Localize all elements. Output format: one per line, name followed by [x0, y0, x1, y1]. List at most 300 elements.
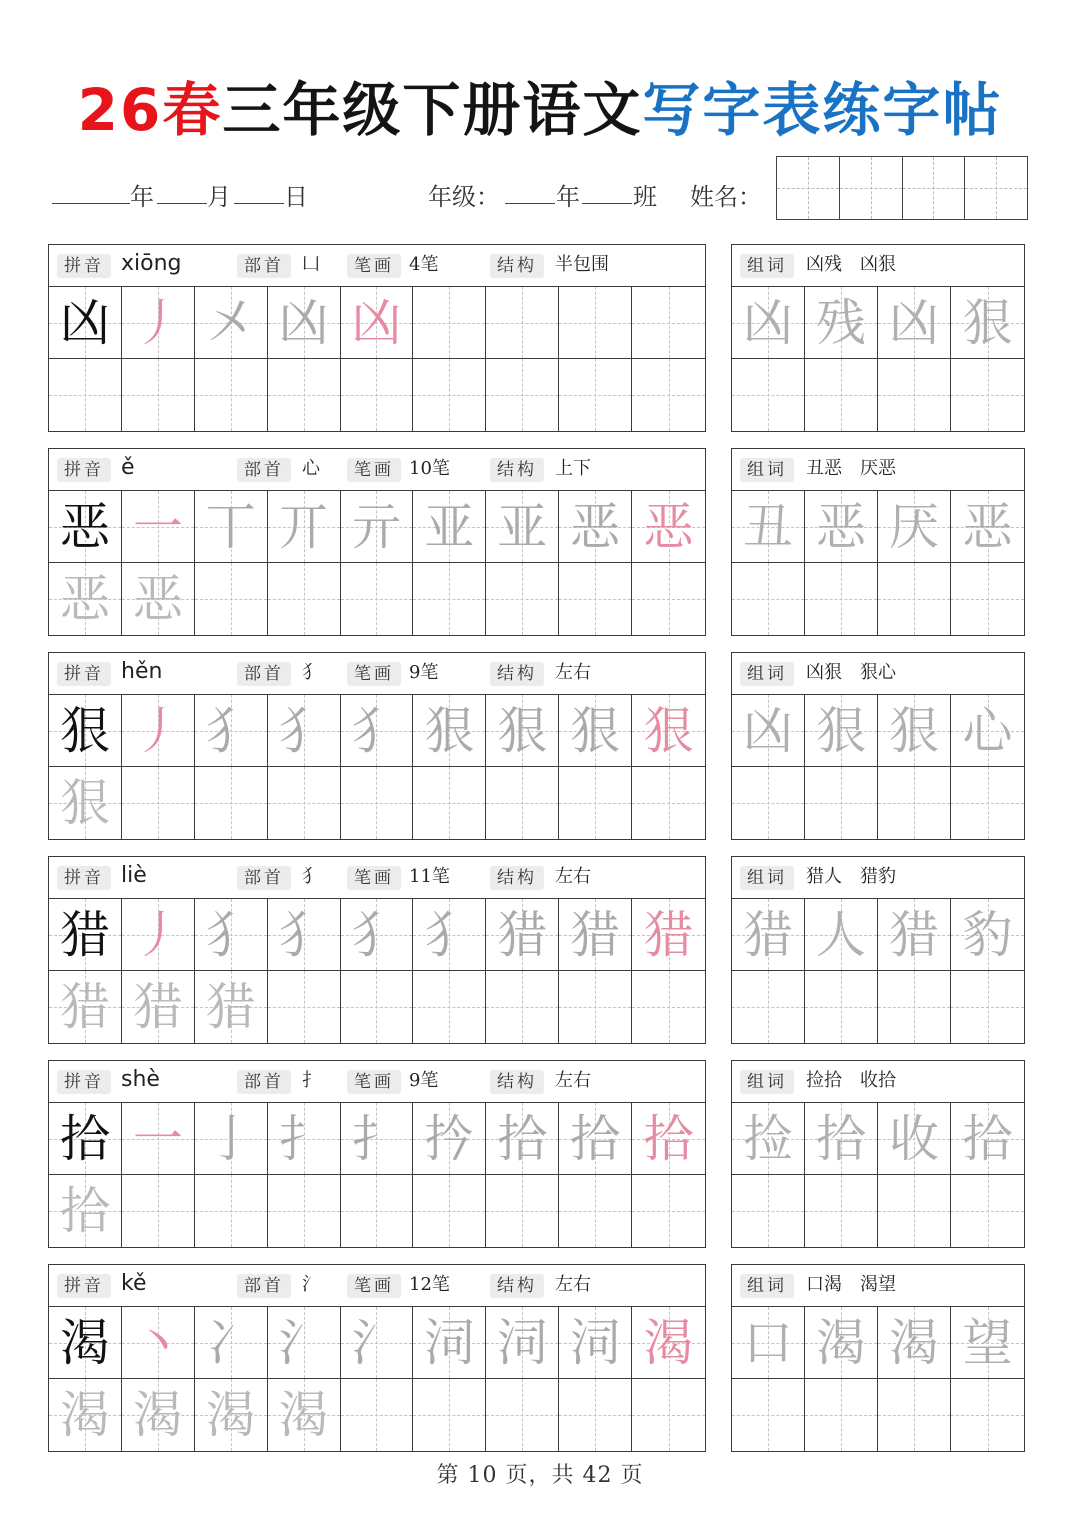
writing-cell[interactable] — [486, 287, 559, 359]
writing-cell[interactable] — [559, 1379, 632, 1451]
word-trace-character: 凶 — [743, 293, 793, 352]
writing-cell[interactable] — [341, 1307, 414, 1379]
writing-cell[interactable] — [122, 971, 195, 1043]
word-writing-cell[interactable] — [878, 695, 951, 767]
writing-cell[interactable] — [486, 491, 559, 563]
writing-cell[interactable] — [341, 491, 414, 563]
stroke-order-step: 凶 — [278, 293, 329, 352]
name-box[interactable] — [840, 157, 903, 219]
char-block — [48, 652, 706, 840]
char-info-bar — [49, 245, 705, 287]
writing-cell[interactable] — [559, 287, 632, 359]
word-writing-cell[interactable] — [951, 695, 1024, 767]
writing-cell[interactable] — [49, 491, 122, 563]
strokes-tag: 笔画 — [347, 254, 401, 278]
word-writing-cell[interactable] — [878, 359, 951, 431]
word-trace-character: 收 — [889, 1109, 939, 1168]
writing-cell[interactable] — [632, 899, 705, 971]
word-writing-cell[interactable] — [805, 287, 878, 359]
word-writing-cell[interactable] — [732, 563, 805, 635]
stroke-order-step: 一 — [132, 497, 183, 556]
writing-cell[interactable] — [413, 1175, 486, 1247]
writing-cell[interactable] — [268, 1379, 341, 1451]
writing-cell[interactable] — [559, 767, 632, 839]
writing-cell[interactable] — [486, 1175, 559, 1247]
char-block — [48, 856, 706, 1044]
writing-cell[interactable] — [486, 971, 559, 1043]
word-writing-cell[interactable] — [732, 1175, 805, 1247]
char-block — [48, 1264, 706, 1452]
word-writing-cell[interactable] — [878, 491, 951, 563]
model-character: 猎 — [59, 905, 110, 964]
writing-cell[interactable] — [341, 1175, 414, 1247]
stroke-order-step: 恶 — [570, 497, 621, 556]
structure-tag: 结构 — [490, 1274, 544, 1298]
writing-cell[interactable] — [341, 695, 414, 767]
words-value: 口渴 渴望 — [806, 1274, 896, 1295]
year-blank[interactable] — [52, 203, 130, 204]
writing-cell[interactable] — [268, 563, 341, 635]
writing-cell[interactable] — [413, 491, 486, 563]
trace-character: 渴 — [205, 1386, 256, 1444]
writing-cell[interactable] — [341, 1379, 414, 1451]
writing-cell[interactable] — [341, 287, 414, 359]
writing-cell[interactable] — [341, 899, 414, 971]
stroke-order-step: 扌 — [351, 1109, 402, 1168]
word-writing-cell[interactable] — [805, 1379, 878, 1451]
grade-year-label: 年 — [556, 183, 580, 211]
writing-cell[interactable] — [413, 1307, 486, 1379]
strokes-tag: 笔画 — [347, 1070, 401, 1094]
stroke-order-step: 泀 — [497, 1313, 548, 1372]
grade-label: 年级： — [428, 183, 500, 211]
word-writing-cell[interactable] — [732, 287, 805, 359]
word-block — [731, 856, 1025, 1044]
structure-value: 左右 — [555, 1070, 591, 1091]
writing-cell[interactable] — [49, 899, 122, 971]
page-title — [0, 72, 1080, 148]
word-trace-character: 拾 — [816, 1109, 866, 1168]
pinyin-value: ě — [121, 455, 135, 480]
writing-cell[interactable] — [341, 1103, 414, 1175]
writing-cell[interactable] — [49, 359, 122, 431]
pinyin-tag: 拼音 — [57, 866, 111, 890]
writing-cell[interactable] — [559, 971, 632, 1043]
word-writing-cell[interactable] — [878, 287, 951, 359]
word-block — [731, 244, 1025, 432]
trace-character: 恶 — [132, 570, 183, 628]
stroke-order-step: 氵 — [278, 1313, 329, 1372]
writing-cell[interactable] — [122, 767, 195, 839]
writing-cell[interactable] — [632, 491, 705, 563]
day-blank[interactable] — [234, 203, 284, 204]
writing-cell[interactable] — [268, 971, 341, 1043]
writing-cell[interactable] — [268, 287, 341, 359]
word-writing-cell[interactable] — [805, 359, 878, 431]
writing-cell[interactable] — [49, 971, 122, 1043]
stroke-order-step: 犭 — [205, 701, 256, 760]
strokes-tag: 笔画 — [347, 458, 401, 482]
writing-cell[interactable] — [413, 767, 486, 839]
month-label: 月 — [207, 183, 231, 211]
char-block — [48, 448, 706, 636]
word-writing-cell[interactable] — [878, 1307, 951, 1379]
word-writing-cell[interactable] — [732, 491, 805, 563]
word-info-bar — [732, 449, 1024, 491]
trace-character: 恶 — [59, 570, 110, 628]
structure-value: 左右 — [555, 662, 591, 683]
writing-cell[interactable] — [413, 359, 486, 431]
writing-cell[interactable] — [341, 971, 414, 1043]
radical-tag: 部首 — [237, 458, 291, 482]
writing-cell[interactable] — [559, 695, 632, 767]
model-character: 恶 — [59, 497, 110, 556]
writing-cell[interactable] — [122, 695, 195, 767]
writing-cell[interactable] — [195, 1379, 268, 1451]
stroke-order-step: 亓 — [351, 497, 402, 556]
writing-cell[interactable] — [195, 695, 268, 767]
stroke-order-step: 丌 — [278, 497, 329, 556]
stroke-order-step: 拾 — [497, 1109, 548, 1168]
word-trace-character: 恶 — [816, 497, 866, 556]
word-writing-cell[interactable] — [732, 1379, 805, 1451]
words-value: 凶残 凶狠 — [806, 254, 896, 275]
month-blank[interactable] — [157, 203, 207, 204]
words-value: 猎人 猎豹 — [806, 866, 896, 887]
year-label: 年 — [130, 183, 154, 211]
radical-value: 氵 — [302, 1274, 320, 1295]
stroke-order-step: 犭 — [205, 905, 256, 964]
word-writing-cell[interactable] — [805, 491, 878, 563]
writing-cell[interactable] — [195, 971, 268, 1043]
word-writing-cell[interactable] — [732, 359, 805, 431]
strokes-tag: 笔画 — [347, 662, 401, 686]
writing-cell[interactable] — [122, 491, 195, 563]
writing-cell[interactable] — [559, 491, 632, 563]
word-trace-character: 凶 — [743, 701, 793, 760]
pinyin-tag: 拼音 — [57, 1070, 111, 1094]
word-writing-cell[interactable] — [878, 1379, 951, 1451]
writing-cell[interactable] — [486, 359, 559, 431]
stroke-order-step: 犭 — [351, 701, 402, 760]
strokes-value: 9笔 — [409, 1070, 439, 1091]
word-writing-cell[interactable] — [878, 971, 951, 1043]
writing-cell[interactable] — [559, 1103, 632, 1175]
word-writing-cell[interactable] — [951, 359, 1024, 431]
word-writing-cell[interactable] — [878, 899, 951, 971]
radical-value: 凵 — [302, 254, 320, 275]
word-trace-character: 凶 — [889, 293, 939, 352]
word-writing-cell[interactable] — [878, 1103, 951, 1175]
word-trace-character: 狠 — [962, 293, 1013, 352]
writing-cell[interactable] — [632, 1307, 705, 1379]
writing-cell[interactable] — [486, 1307, 559, 1379]
word-block — [731, 652, 1025, 840]
pinyin-value: shè — [121, 1067, 160, 1092]
word-writing-cell[interactable] — [878, 767, 951, 839]
char-info-bar — [49, 857, 705, 899]
word-writing-cell[interactable] — [951, 287, 1024, 359]
word-writing-cell[interactable] — [805, 767, 878, 839]
word-writing-cell[interactable] — [951, 1175, 1024, 1247]
writing-cell[interactable] — [268, 1307, 341, 1379]
word-trace-character: 猎 — [889, 905, 939, 964]
writing-cell[interactable] — [195, 563, 268, 635]
writing-cell[interactable] — [122, 1307, 195, 1379]
writing-cell[interactable] — [122, 1379, 195, 1451]
writing-cell[interactable] — [486, 899, 559, 971]
stroke-order-step: 丿 — [132, 293, 183, 352]
word-writing-cell[interactable] — [878, 563, 951, 635]
word-trace-character: 望 — [962, 1313, 1013, 1372]
stroke-order-step: 亅 — [205, 1109, 256, 1168]
writing-cell[interactable] — [632, 971, 705, 1043]
trace-character: 猎 — [205, 978, 256, 1036]
word-writing-cell[interactable] — [732, 1103, 805, 1175]
strokes-value: 11笔 — [409, 866, 450, 887]
pinyin-value: kě — [121, 1271, 147, 1296]
stroke-order-step: 恶 — [643, 497, 694, 556]
word-info-bar — [732, 1265, 1024, 1307]
writing-cell[interactable] — [413, 287, 486, 359]
char-block — [48, 1060, 706, 1248]
stroke-order-step: 扲 — [424, 1109, 475, 1168]
class-blank[interactable] — [582, 203, 632, 204]
word-writing-cell[interactable] — [951, 767, 1024, 839]
writing-cell[interactable] — [49, 1307, 122, 1379]
writing-cell[interactable] — [49, 1103, 122, 1175]
writing-cell[interactable] — [632, 563, 705, 635]
writing-cell[interactable] — [413, 695, 486, 767]
writing-cell[interactable] — [413, 1379, 486, 1451]
name-box[interactable] — [777, 157, 840, 219]
word-trace-character: 口 — [743, 1313, 793, 1372]
stroke-order-step: 冫 — [205, 1313, 256, 1372]
writing-cell[interactable] — [268, 1103, 341, 1175]
name-box[interactable] — [965, 157, 1027, 219]
writing-cell[interactable] — [486, 767, 559, 839]
strokes-value: 10笔 — [409, 458, 450, 479]
word-writing-cell[interactable] — [805, 899, 878, 971]
pinyin-tag: 拼音 — [57, 1274, 111, 1298]
word-writing-cell[interactable] — [805, 1103, 878, 1175]
name-writing-boxes[interactable] — [776, 156, 1028, 220]
writing-cell[interactable] — [413, 1103, 486, 1175]
stroke-order-step: 一 — [132, 1109, 183, 1168]
writing-cell[interactable] — [559, 1175, 632, 1247]
writing-cell[interactable] — [49, 1379, 122, 1451]
word-info-bar — [732, 653, 1024, 695]
stroke-order-step: 猎 — [497, 905, 548, 964]
structure-value: 上下 — [555, 458, 591, 479]
writing-cell[interactable] — [195, 359, 268, 431]
writing-cell[interactable] — [122, 1103, 195, 1175]
stroke-order-step: 犭 — [278, 905, 329, 964]
writing-cell[interactable] — [559, 563, 632, 635]
word-writing-cell[interactable] — [951, 1379, 1024, 1451]
writing-cell[interactable] — [632, 1379, 705, 1451]
stroke-order-step: 丅 — [205, 497, 256, 556]
strokes-value: 9笔 — [409, 662, 439, 683]
writing-cell[interactable] — [268, 1175, 341, 1247]
stroke-order-step: 丶 — [132, 1313, 183, 1372]
word-trace-character: 捡 — [743, 1109, 793, 1168]
writing-cell[interactable] — [268, 491, 341, 563]
trace-character: 拾 — [59, 1182, 110, 1240]
radical-tag: 部首 — [237, 254, 291, 278]
word-writing-cell[interactable] — [732, 1307, 805, 1379]
words-value: 凶狠 狠心 — [806, 662, 896, 683]
writing-cell[interactable] — [341, 767, 414, 839]
stroke-order-step: 犭 — [351, 905, 402, 964]
writing-cell[interactable] — [341, 563, 414, 635]
trace-character: 猎 — [59, 978, 110, 1036]
writing-cell[interactable] — [195, 1307, 268, 1379]
writing-cell[interactable] — [122, 287, 195, 359]
word-writing-cell[interactable] — [951, 491, 1024, 563]
words-value: 丑恶 厌恶 — [806, 458, 896, 479]
writing-cell[interactable] — [341, 359, 414, 431]
writing-cell[interactable] — [632, 767, 705, 839]
writing-cell[interactable] — [49, 563, 122, 635]
word-trace-character: 拾 — [962, 1109, 1013, 1168]
structure-value: 半包围 — [555, 254, 609, 275]
word-trace-character: 丑 — [743, 497, 793, 556]
writing-cell[interactable] — [486, 1379, 559, 1451]
writing-cell[interactable] — [122, 899, 195, 971]
writing-cell[interactable] — [195, 491, 268, 563]
writing-cell[interactable] — [559, 899, 632, 971]
word-trace-character: 渴 — [889, 1313, 939, 1372]
page-footer: 第 10 页，共 42 页 — [436, 1463, 644, 1488]
strokes-value: 12笔 — [409, 1274, 450, 1295]
stroke-order-step: 狠 — [643, 701, 694, 760]
class-label: 班 — [633, 183, 657, 211]
writing-cell[interactable] — [413, 563, 486, 635]
word-trace-character: 猎 — [743, 905, 793, 964]
word-trace-character: 恶 — [962, 497, 1013, 556]
writing-cell[interactable] — [413, 971, 486, 1043]
pinyin-value: xiōng — [121, 251, 182, 276]
word-writing-cell[interactable] — [951, 1307, 1024, 1379]
stroke-order-step: 亚 — [424, 497, 475, 556]
writing-cell[interactable] — [632, 1103, 705, 1175]
stroke-order-step: 狠 — [424, 701, 475, 760]
word-writing-cell[interactable] — [951, 971, 1024, 1043]
model-character: 狠 — [59, 701, 110, 760]
pinyin-tag: 拼音 — [57, 662, 111, 686]
stroke-order-step: 凶 — [351, 293, 402, 352]
stroke-order-step: 狠 — [497, 701, 548, 760]
writing-cell[interactable] — [268, 359, 341, 431]
writing-cell[interactable] — [559, 1307, 632, 1379]
structure-tag: 结构 — [490, 458, 544, 482]
word-block — [731, 448, 1025, 636]
word-trace-character: 狠 — [816, 701, 866, 760]
word-writing-cell[interactable] — [732, 695, 805, 767]
trace-character: 猎 — [132, 978, 183, 1036]
word-writing-cell[interactable] — [732, 767, 805, 839]
word-writing-cell[interactable] — [732, 899, 805, 971]
stroke-order-step: 丿 — [132, 701, 183, 760]
writing-cell[interactable] — [486, 695, 559, 767]
radical-value: 犭 — [302, 662, 320, 683]
grade-year-blank[interactable] — [505, 203, 555, 204]
trace-character: 渴 — [278, 1386, 329, 1444]
word-info-bar — [732, 245, 1024, 287]
word-trace-character: 渴 — [816, 1313, 866, 1372]
writing-cell[interactable] — [195, 899, 268, 971]
stroke-order-step: 拾 — [643, 1109, 694, 1168]
writing-cell[interactable] — [413, 899, 486, 971]
writing-cell[interactable] — [268, 899, 341, 971]
writing-cell[interactable] — [122, 563, 195, 635]
word-writing-cell[interactable] — [805, 1175, 878, 1247]
writing-cell[interactable] — [195, 767, 268, 839]
writing-cell[interactable] — [49, 695, 122, 767]
writing-cell[interactable] — [632, 1175, 705, 1247]
char-info-bar — [49, 1265, 705, 1307]
word-trace-character: 厌 — [889, 497, 939, 556]
writing-cell[interactable] — [486, 1103, 559, 1175]
stroke-order-step: 泀 — [570, 1313, 621, 1372]
word-writing-cell[interactable] — [805, 563, 878, 635]
word-writing-cell[interactable] — [951, 899, 1024, 971]
writing-cell[interactable] — [122, 1175, 195, 1247]
radical-tag: 部首 — [237, 1274, 291, 1298]
radical-tag: 部首 — [237, 1070, 291, 1094]
writing-cell[interactable] — [268, 695, 341, 767]
char-info-bar — [49, 449, 705, 491]
stroke-order-step: 扌 — [278, 1109, 329, 1168]
writing-cell[interactable] — [559, 359, 632, 431]
writing-cell[interactable] — [268, 767, 341, 839]
words-tag: 组词 — [740, 254, 794, 278]
stroke-order-step: 亚 — [497, 497, 548, 556]
word-writing-cell[interactable] — [878, 1175, 951, 1247]
stroke-order-step: 狠 — [570, 701, 621, 760]
pinyin-value: hěn — [121, 659, 163, 684]
writing-cell[interactable] — [49, 1175, 122, 1247]
writing-cell[interactable] — [486, 563, 559, 635]
word-writing-cell[interactable] — [805, 695, 878, 767]
writing-cell[interactable] — [195, 1103, 268, 1175]
writing-cell[interactable] — [49, 287, 122, 359]
word-writing-cell[interactable] — [951, 1103, 1024, 1175]
stroke-order-step: 拾 — [570, 1109, 621, 1168]
radical-value: 犭 — [302, 866, 320, 887]
stroke-order-step: 丿 — [132, 905, 183, 964]
writing-cell[interactable] — [195, 1175, 268, 1247]
words-value: 捡拾 收拾 — [806, 1070, 896, 1091]
word-writing-cell[interactable] — [805, 971, 878, 1043]
writing-cell[interactable] — [632, 359, 705, 431]
writing-cell[interactable] — [632, 695, 705, 767]
writing-cell[interactable] — [122, 359, 195, 431]
word-writing-cell[interactable] — [951, 563, 1024, 635]
name-box[interactable] — [903, 157, 966, 219]
words-tag: 组词 — [740, 458, 794, 482]
title-part-black: 三年级下册语文 — [222, 76, 643, 144]
radical-tag: 部首 — [237, 662, 291, 686]
writing-cell[interactable] — [632, 287, 705, 359]
stroke-order-step: 犭 — [278, 701, 329, 760]
word-writing-cell[interactable] — [732, 971, 805, 1043]
writing-cell[interactable] — [195, 287, 268, 359]
word-writing-cell[interactable] — [805, 1307, 878, 1379]
model-character: 拾 — [59, 1109, 110, 1168]
writing-cell[interactable] — [49, 767, 122, 839]
